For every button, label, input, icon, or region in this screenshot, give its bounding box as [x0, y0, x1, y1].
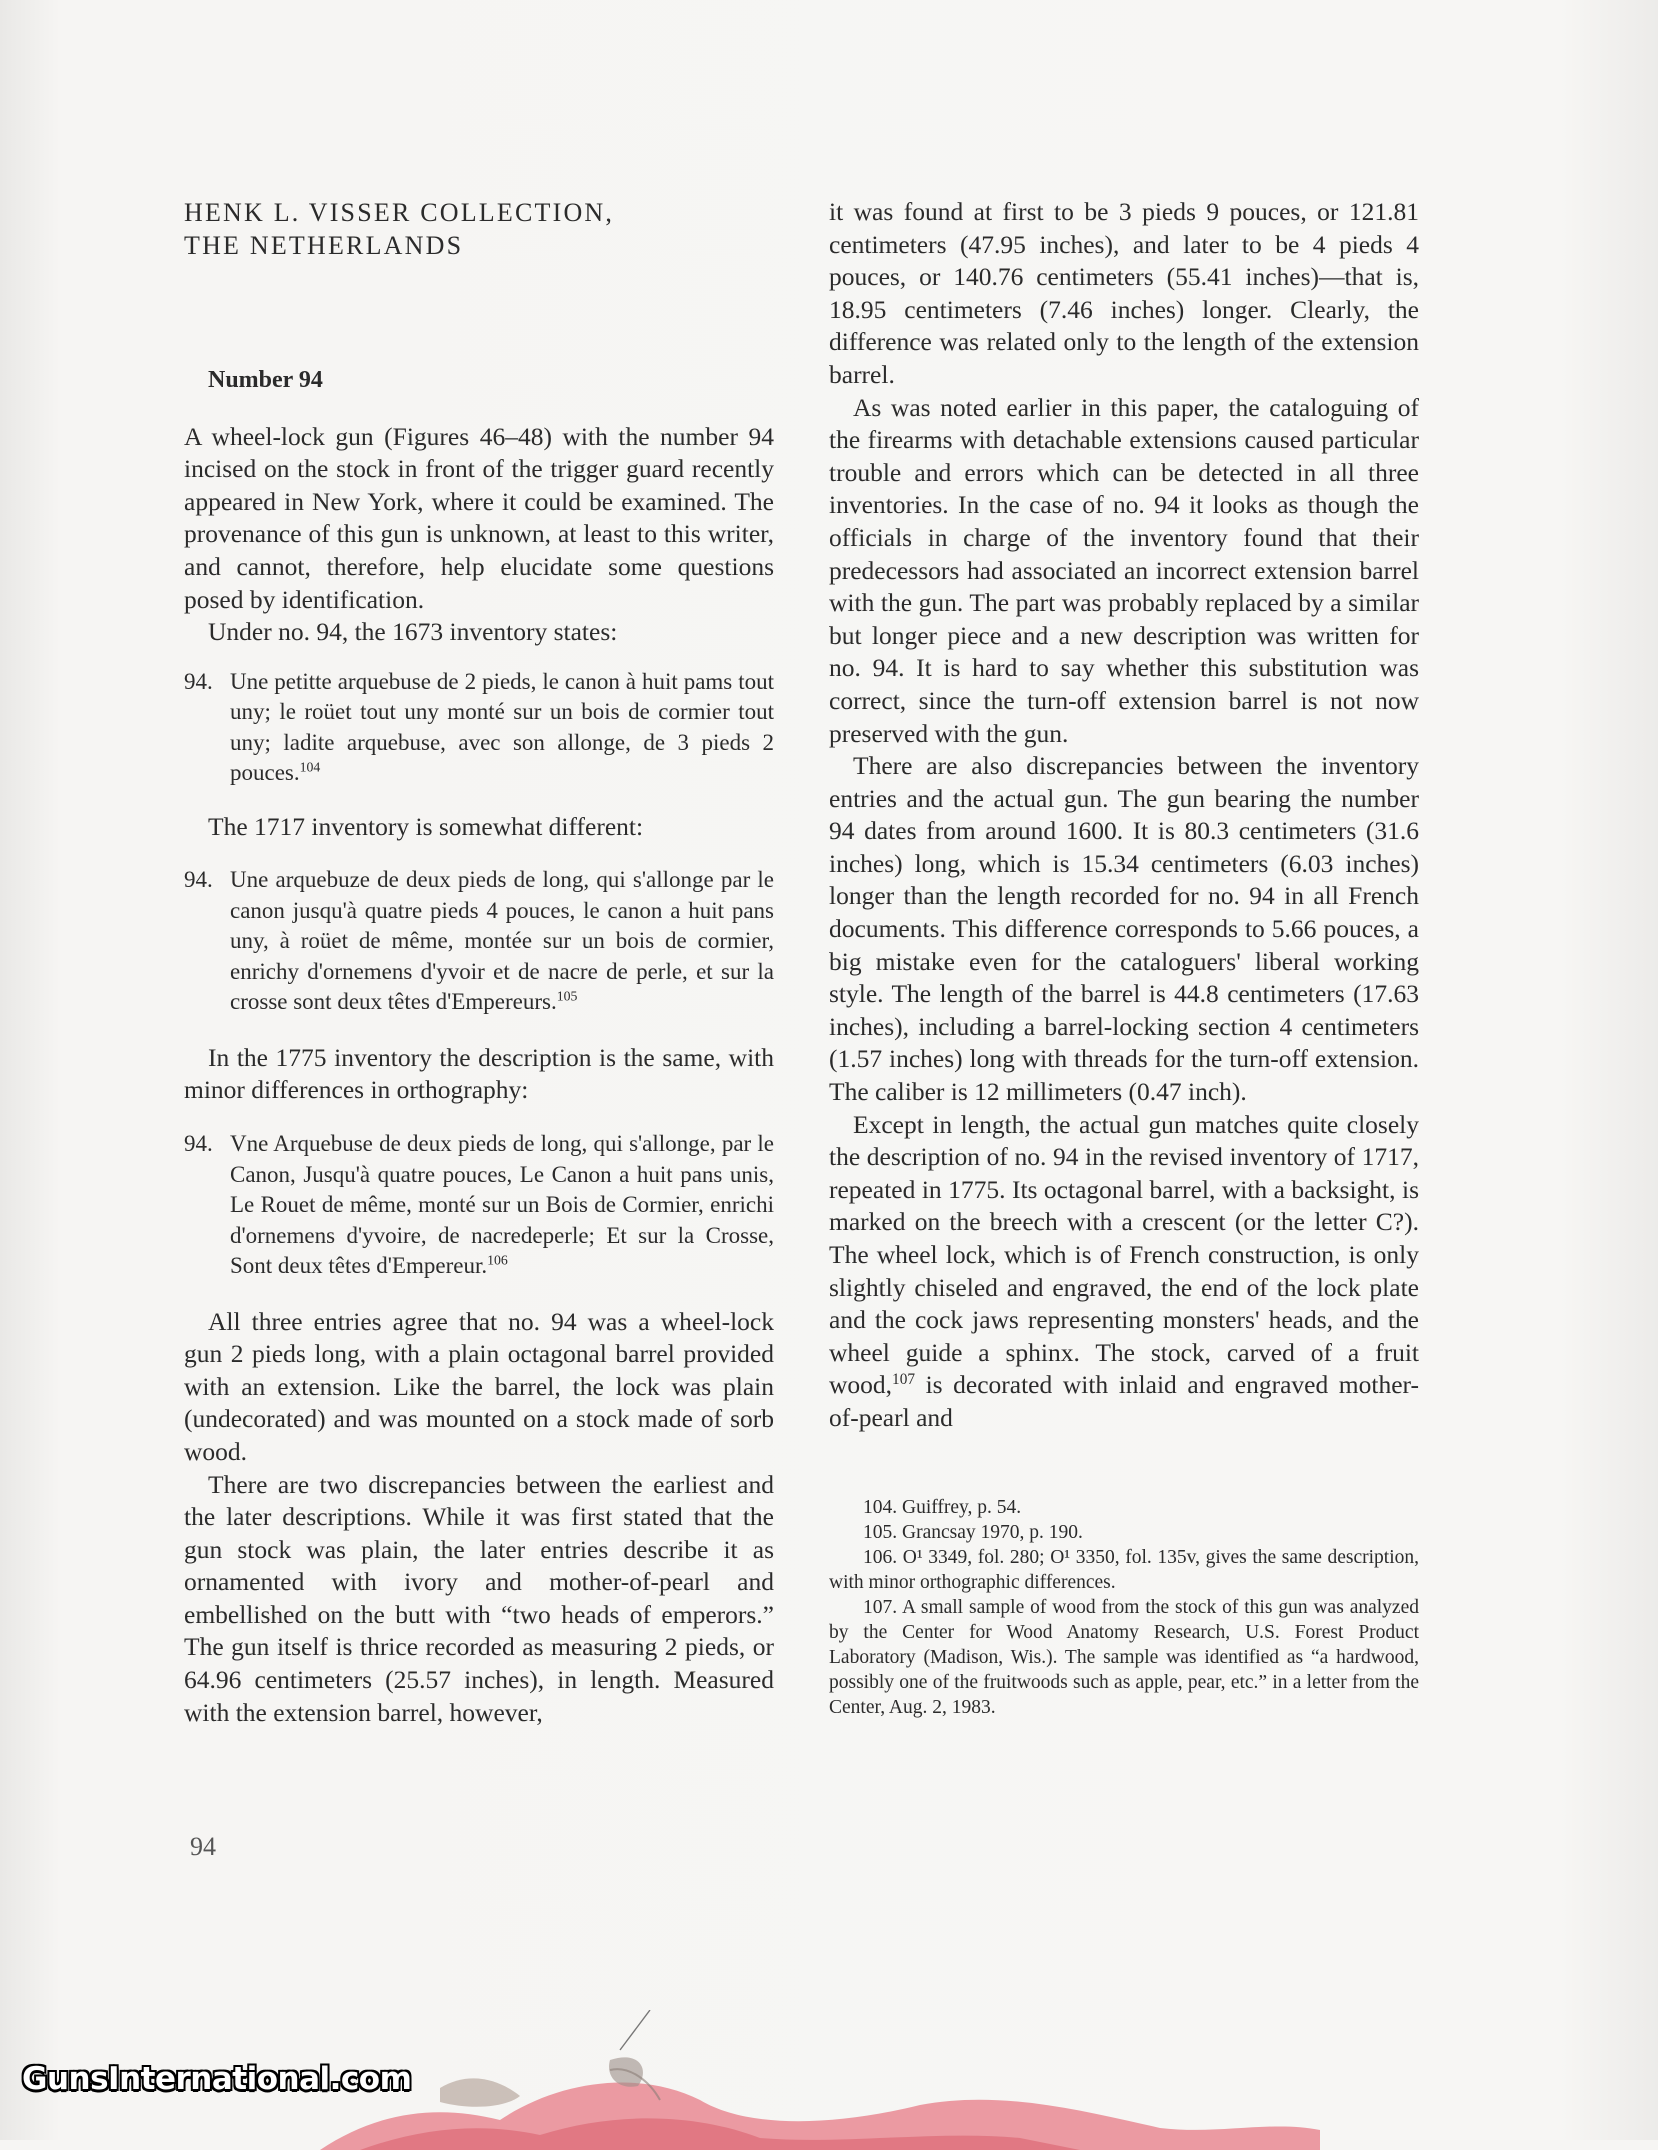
right-column [829, 196, 1419, 1720]
paragraph: In the 1775 inventory the description is the same, with minor differences in orthography: [184, 1042, 774, 1105]
red-stain-image [320, 2010, 1320, 2150]
paragraph: it was found at first to be 3 pieds 9 pouces, or 121.81 centimeters (47.95 inches), and later to be 4 pieds 4 pouces, or 140.76 centimeters (55.41 inches)—that is, 18.95 centimeters (7.46 inches) longer. Clearly, the difference was related only to the length of the extension barrel. [829, 197, 1419, 389]
footnote: 104. Guiffrey, p. 54. [863, 1496, 1022, 1518]
footnote-ref: 105 [556, 989, 578, 1005]
section-title: Number 94 [208, 367, 323, 393]
footnote: 107. A small sample of wood from the stock of this gun was analyzed by the Center for Wood Anatomy Research, U.S. Forest Product Laboratory (Madison, Wis.). The sample was identified as “a hardwood, possibly one of the fruitwoods such as apple, pear, etc.” in a letter from the Center, Aug. 2, 1983. [829, 1596, 1419, 1718]
paragraph: There are two discrepancies between the earliest and the later descriptions. While it was first stated that the gun stock was plain, the later entries describe it as ornamented with ivory and mother-of-pearl and embellished on the butt with “two heads of emperors.” The gun itself is thrice recorded as measuring 2 pieds, or 64.96 centimeters (25.57 inches), in length. Measured with the extension barrel, however, [184, 1469, 774, 1727]
paragraph: The 1717 inventory is somewhat different: [208, 811, 644, 841]
paragraph: As was noted earlier in this paper, the cataloguing of the firearms with detachable extensions caused particular trouble and errors which can be detected in all three inventories. In the case of no. 94 it looks as though the officials in charge of the inventory found that their predecessors had associated an incorrect extension barrel with the gun. The part was probably replaced by a similar but longer piece and a new description was written for no. 94. It is hard to say whether this substitution was correct, since the turn-off extension barrel is not now preserved with the gun. [829, 392, 1419, 748]
paragraph: All three entries agree that no. 94 was a wheel-lock gun 2 pieds long, with a plain octagonal barrel provided with an extension. Like the barrel, the lock was plain (undecorated) and was mounted on a stock made of sorb wood. [184, 1306, 774, 1466]
inventory-entry-1673: 94. Une petitte arquebuse de 2 pieds, le canon à huit pams tout uny; le roüet tout uny monté sur un bois de cormier tout uny; ladite arquebuse, avec son allonge, de 3 pieds 2 pouces.$^{104}$ [184, 668, 774, 786]
collection-header: HENK L. VISSER COLLECTION, THE NETHERLANDS [184, 198, 615, 260]
footnote-ref: 107 [892, 1371, 915, 1389]
page-number: 94 [190, 1832, 216, 1861]
paragraph: Except in length, the actual gun matches quite closely the description of no. 94 in the revised inventory of 1717, repeated in 1775. Its octagonal barrel, with a backsight, is marked on the breech with a crescent (or the letter C?). The wheel lock, which is of French construction, is only slightly chiseled and engraved, the end of the lock plate and the cock jaws representing monsters' heads, and the wheel guide a sphinx. The stock, carved of a fruit wood,$^{107}$ is decorated with inlaid and engraved mother-of-pearl and [829, 1109, 1419, 1432]
footnote-ref: 104 [299, 759, 321, 775]
footnote: 105. Grancsay 1970, p. 190. [863, 1521, 1083, 1543]
footnotes [829, 1495, 1419, 1720]
footnote: 106. O¹ 3349, fol. 280; O¹ 3350, fol. 135v, gives the same description, with minor orthographic differences. [829, 1546, 1419, 1593]
paragraph: There are also discrepancies between the inventory entries and the actual gun. The gun bearing the number 94 dates from around 1600. It is 80.3 centimeters (31.6 inches) long, which is 15.34 centimeters (6.03 inches) longer than the length recorded for no. 94 in all French documents. This difference corresponds to 5.66 pouces, a big mistake even for the cataloguers' liberal working style. The length of the barrel is 44.8 centimeters (17.63 inches), including a barrel-locking section 4 centimeters (1.57 inches) long with threads for the turn-off extension. The caliber is 12 millimeters (0.47 inch). [829, 751, 1419, 1107]
watermark-logo: GunsInternational.com [22, 2061, 412, 2097]
inventory-entry-1717: 94. Une arquebuze de deux pieds de long, qui s'allonge par le canon jusqu'à quatre pieds 4 pouces, le canon a huit pans uny, à roüet de même, montée sur un bois de cormier, enrichy d'ornemens d'yvoir et de nacre de perle, et sur la crosse sont deux têtes d'Empereurs.$^{105}$ [184, 867, 774, 1015]
paragraph: Under no. 94, the 1673 inventory states: [208, 617, 618, 647]
left-column [184, 196, 774, 1729]
footnote-ref: 106 [487, 1252, 508, 1268]
inventory-entry-1775: 94. Vne Arquebuse de deux pieds de long, qui s'allonge, par le Canon, Jusqu'à quatre pouces, Le Canon a huit pans unis, Le Rouet de même, monté sur un Bois de Cormier, enrichi d'ornemens d'yvoire, de nacredeperle; Et sur la Crosse, Sont deux têtes d'Empereur.$^{106}$ [184, 1131, 774, 1279]
paragraph: A wheel-lock gun (Figures 46–48) with the number 94 incised on the stock in front of the trigger guard recently appeared in New York, where it could be examined. The provenance of this gun is unknown, at least to this writer, and cannot, therefore, help elucidate some questions posed by identification. [184, 421, 774, 614]
